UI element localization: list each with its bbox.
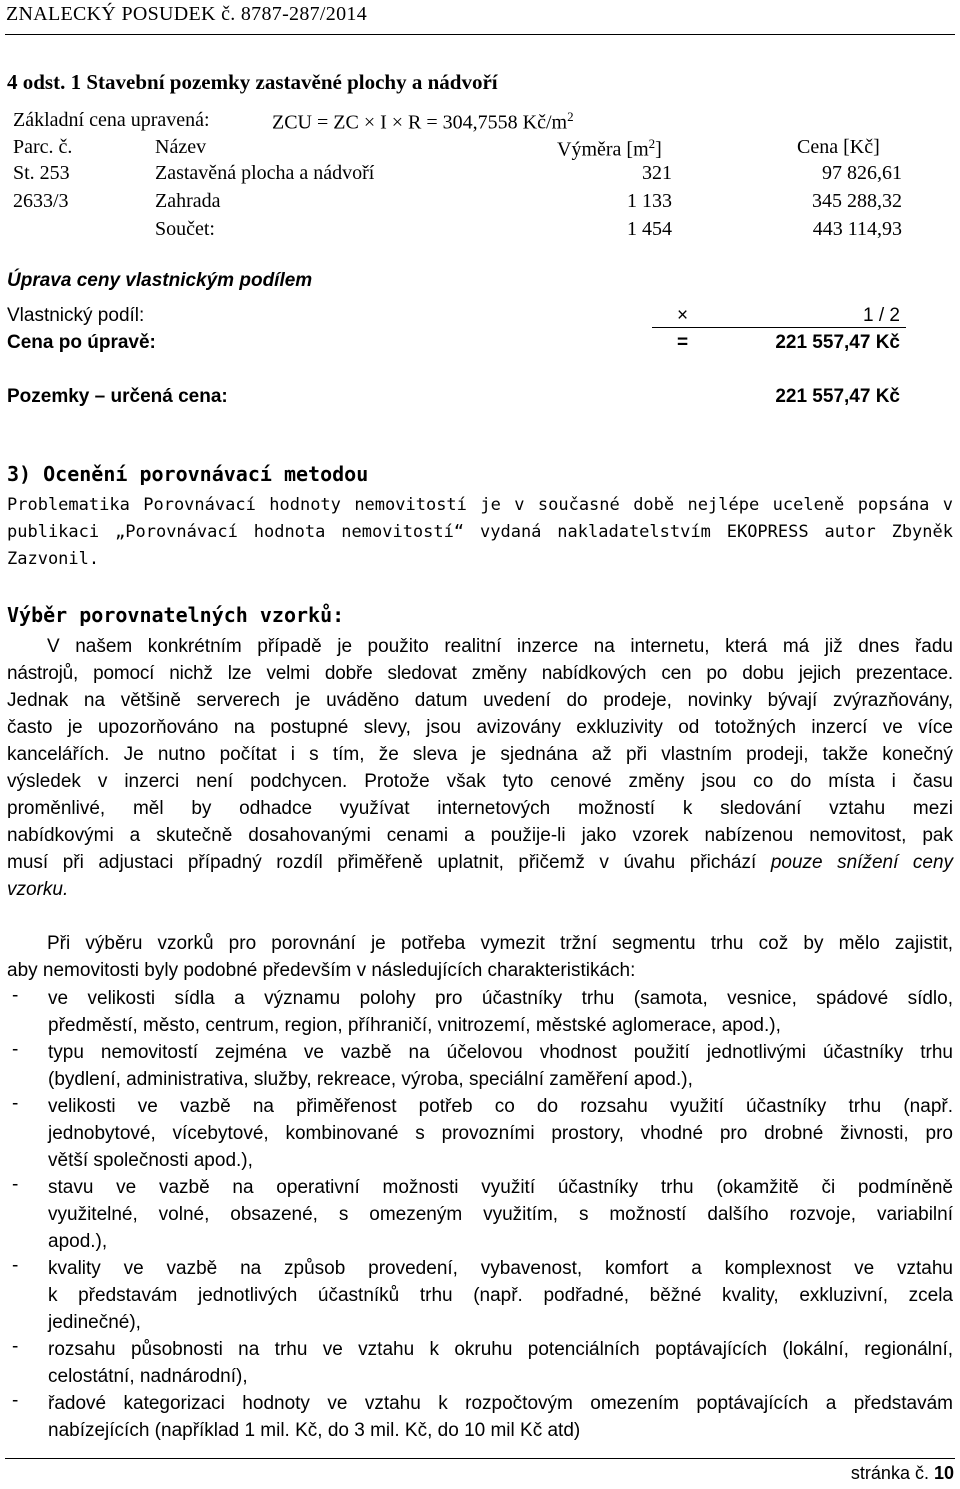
list-item: - velikosti ve vazbě na přiměřenost potřeb co do rozsahu využití účastníky trhu (např. jednobytové, vícebytové, kombinované s provozními prostory, vhodné pro drobné živnosti, pro větší společnosti apod.), — [12, 1093, 953, 1171]
list-item: - ve velikosti sídla a významu polohy pro účastníky trhu (samota, vesnice, spádové sídlo, předměstí, město, centrum, region, příhraničí, vnitrozemí, městské aglomerace, apod.), — [12, 985, 953, 1036]
sample-paragraph: V našem konkrétním případě je použito realitní inzerce na internetu, která má již dnes řadu nástrojů, pomocí nichž lze velmi dobře sledovat změny nabídkových cen po dobu jejich prezentace. Jednak na většině serverech je uváděno datum uvedení do prodeje, novinky bývají zvýrazňovány, často je upozorňováno na postupné slevy, jsou avizovány exkluzivity od totožných inzercí ve více kancelářích. Je nutno počítat i s tím, že sleva je sjednána až při vlastním prodeji, takže konečný výsledek v inzerci není podchycen. Protože však tyto cenové změny jsou co do místa i času proměnlivé, měl by odhadce využívat internetových možností k sledování vztahu mezi nabídkovými a skutečně dosahovanými cenami a použije-li jako vzorek nabízenou nemovitost, pak musí při adjustaci případný rozdíl přiměřeně uplatnit, přičemž v úvahu přichází pouze snížení ceny vzorku. — [7, 636, 954, 900]
row-parcel: 2633/3 — [13, 190, 69, 212]
land-section-title: 4 odst. 1 Stavební pozemky zastavěné plochy a nádvoří — [7, 70, 498, 94]
base-price-label: Základní cena upravená: — [13, 109, 210, 131]
list-item: - řadové kategorizaci hodnoty ve vztahu k rozpočtovým omezením poptávajících a představám nabízejících (například 1 mil. Kč, do 3 mil. Kč, do 10 mil Kč atd) — [12, 1390, 953, 1441]
total-label: Součet: — [155, 218, 215, 240]
characteristics-list — [7, 985, 953, 1444]
base-price-formula: ZCU = ZC × I × R = 304,7558 $Kč/m^2$ — [272, 109, 574, 134]
final-price-label: Pozemky – určená cena: — [7, 386, 228, 407]
list-item: - typu nemovitostí zejména ve vazbě na účelovou vhodnost použití jednotlivými účastníky trhu (bydlení, administrativa, služby, rekreace, výroba, speciální zaměření apod.), — [12, 1039, 953, 1090]
col-name-header: Název — [155, 136, 207, 158]
row-price: 345 288,32 — [812, 190, 902, 212]
ownership-title: Úprava ceny vlastnickým podílem — [7, 270, 313, 291]
sample-heading: Výběr porovnatelných vzorků: — [7, 603, 345, 627]
list-item: - kvality ve vazbě na způsob provedení, vybavenost, komfort a komplexnost ve vztahu k představám jednotlivých účastníků trhu (např. podřadné, běžné kvality, exkluzivní, zcela jedinečné), — [12, 1255, 953, 1333]
page-number: stránka č. 10 — [850, 1463, 954, 1483]
col-parcel-header: Parc. č. — [13, 136, 73, 158]
total-area: 1 454 — [627, 218, 672, 240]
footer-divider — [5, 1458, 955, 1459]
row-parcel: St. 253 — [13, 162, 70, 184]
share-underline — [652, 327, 906, 328]
comparison-intro: Problematika Porovnávací hodnoty nemovitostí je v současné době nejlépe uceleně popsána v publikaci „Porovnávací hodnota nemovitostí“ vydaná nakladatelstvím EKOPRESS autor Zbyněk Zazvonil. — [7, 495, 953, 569]
final-price-value: 221 557,47 Kč — [775, 386, 900, 407]
row-name: Zastavěná plocha a nádvoří — [155, 162, 375, 184]
document-header: ZNALECKÝ POSUDEK č. 8787-287/2014 — [6, 3, 367, 25]
row-name: Zahrada — [155, 190, 221, 212]
share-value: 1 / 2 — [863, 305, 900, 326]
adjusted-price-label: Cena po úpravě: — [7, 332, 156, 353]
row-price: 97 826,61 — [822, 162, 902, 184]
row-area: 1 133 — [627, 190, 672, 212]
header-divider — [5, 34, 955, 35]
row-area: 321 — [642, 162, 672, 184]
col-price-header: Cena [Kč] — [797, 136, 880, 158]
list-item: - stavu ve vazbě na operativní možnosti využití účastníky trhu (okamžitě či podmíněně využitelné, volné, obsazené, s omezeným využitím, s možností dalšího rozvoje, variabilní apod.), — [12, 1174, 953, 1252]
adjusted-price-value: 221 557,47 Kč — [775, 332, 900, 353]
col-area-header: Výměra $[m^2]$ — [557, 136, 662, 161]
selection-paragraph: Při výběru vzorků pro porovnání je potřeba vymezit tržní segmentu trhu což by mělo zajistit, aby nemovitosti byly podobné především v následujících charakteristikách: — [7, 933, 953, 981]
total-price: 443 114,93 — [812, 218, 902, 240]
list-item: - rozsahu působnosti na trhu ve vztahu k okruhu potenciálních poptávajících (lokální, regionální, celostátní, nadnárodní), — [12, 1336, 953, 1387]
adjusted-operator: = — [677, 332, 689, 353]
comparison-heading: 3) Ocenění porovnávací metodou — [7, 462, 369, 486]
share-label: Vlastnický podíl: — [7, 305, 145, 326]
share-operator: × — [677, 305, 689, 326]
